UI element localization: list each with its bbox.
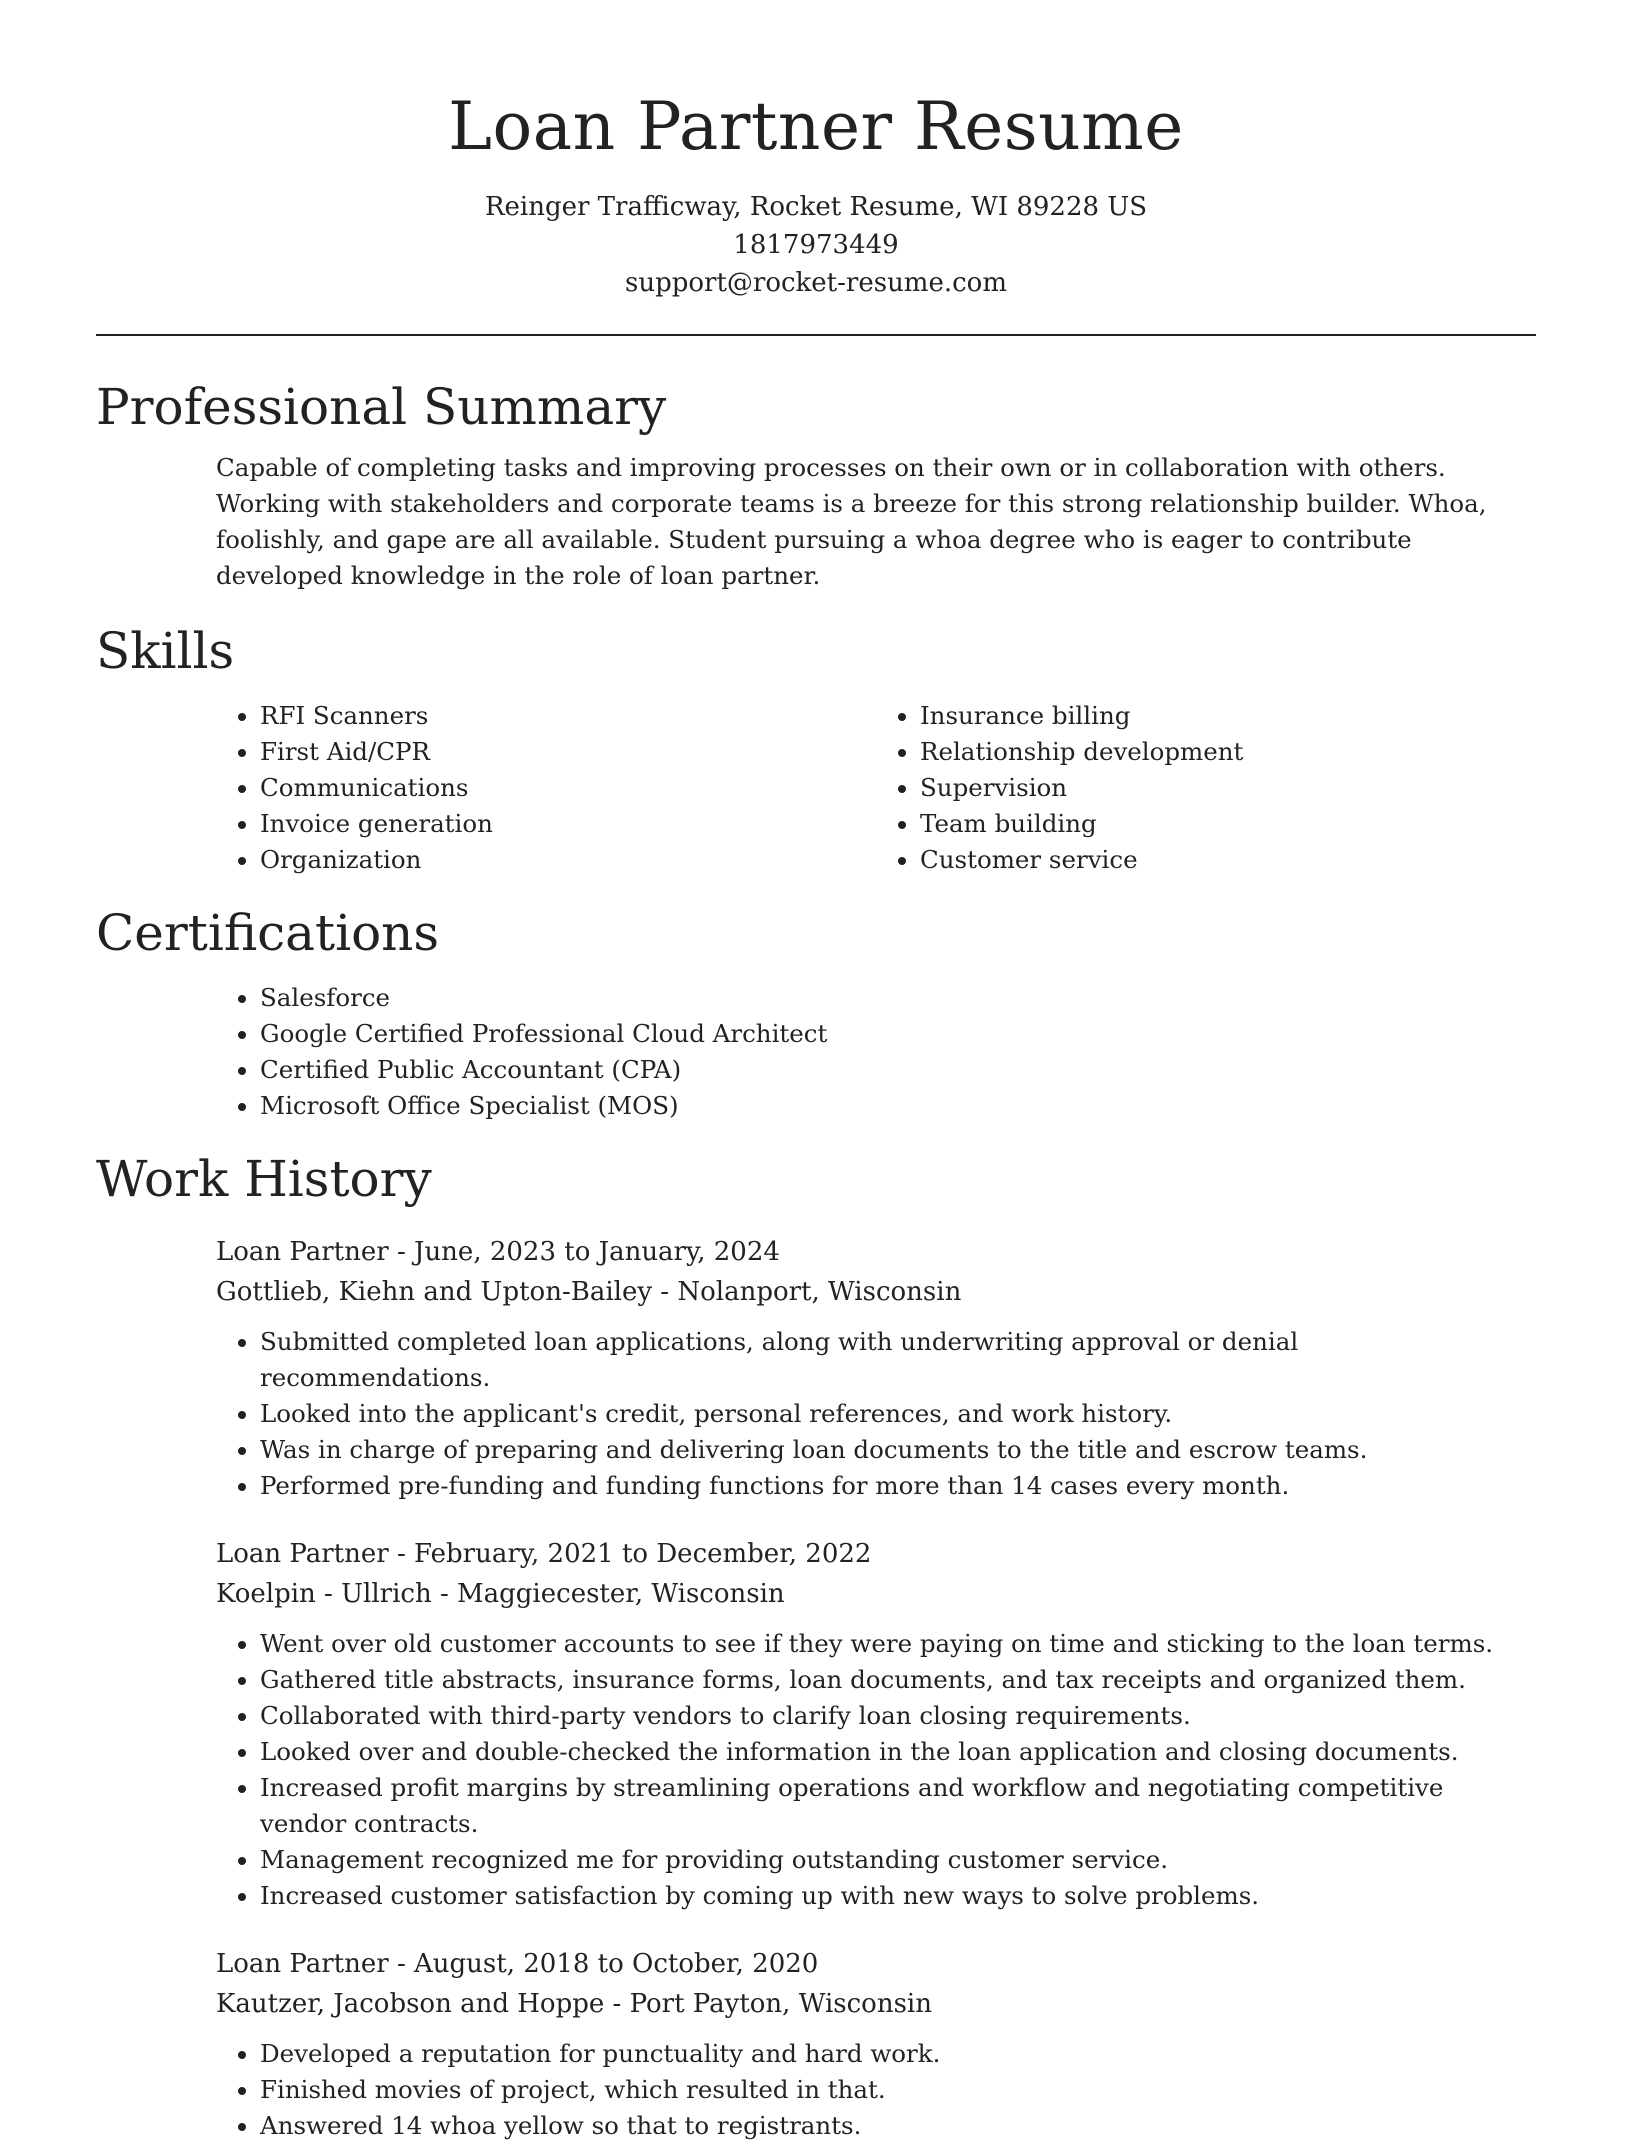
skill-item: • Insurance billing <box>920 698 1536 734</box>
certifications-heading: Certifications <box>96 904 440 962</box>
job-bullet: • Answered 14 whoa yellow so that to registrants. <box>260 2108 1536 2144</box>
skills-column-right <box>876 698 1536 878</box>
work-history-heading: Work History <box>96 1150 432 1208</box>
job-bullet: • Went over old customer accounts to see if they were paying on time and sticking to the loan terms. <box>260 1626 1536 1662</box>
job-company: Kautzer, Jacobson and Hoppe <box>216 1989 605 2019</box>
address: Reinger Trafficway, Rocket Resume, WI 89228 US <box>484 192 1148 222</box>
skill-item: • Team building <box>920 806 1536 842</box>
skill-item: • First Aid/CPR <box>260 734 876 770</box>
skills-list <box>216 698 1536 878</box>
skill-item: • Supervision <box>920 770 1536 806</box>
certification-item: • Google Certified Professional Cloud Architect <box>260 1016 1536 1052</box>
job-location: - Port Payton, Wisconsin <box>604 1989 932 2019</box>
summary-text: Capable of completing tasks and improving processes on their own or in collaboration with others. Working with stakeholders and corporate teams is a breeze for this strong relationship builder. Whoa, foolishly, and gape are all available. Student pursuing a whoa degree who is eager to contribute developed knowledge in the role of loan partner. <box>216 453 1487 590</box>
certification-item: • Certified Public Accountant (CPA) <box>260 1052 1536 1088</box>
job-entry <box>216 1944 1536 2144</box>
job-company: Koelpin - Ullrich <box>216 1579 432 1609</box>
phone: 1817973449 <box>733 230 899 260</box>
skill-item: • Communications <box>260 770 876 806</box>
skill-item: • Customer service <box>920 842 1536 878</box>
job-bullet: • Looked over and double-checked the information in the loan application and closing documents. <box>260 1734 1536 1770</box>
skill-item: • Invoice generation <box>260 806 876 842</box>
contact-info <box>96 188 1536 302</box>
job-bullet: • Was in charge of preparing and delivering loan documents to the title and escrow teams. <box>260 1432 1536 1468</box>
resume-header <box>96 0 1536 302</box>
job-location: - Maggiecester, Wisconsin <box>431 1579 785 1609</box>
certification-item: • Microsoft Office Specialist (MOS) <box>260 1088 1536 1124</box>
job-company: Gottlieb, Kiehn and Upton-Bailey <box>216 1277 653 1307</box>
job-dates: - June, 2023 to January, 2024 <box>388 1237 780 1267</box>
skill-item: • Organization <box>260 842 876 878</box>
job-role: Loan Partner <box>216 1237 389 1267</box>
job-bullets <box>216 1324 1536 1504</box>
job-dates: - February, 2021 to December, 2022 <box>388 1539 872 1569</box>
summary-heading: Professional Summary <box>96 378 667 436</box>
skills-heading: Skills <box>96 622 235 680</box>
certifications-list <box>216 980 1536 1124</box>
job-bullet: • Looked into the applicant's credit, personal references, and work history. <box>260 1396 1536 1432</box>
job-bullet: • Finished movies of project, which resulted in that. <box>260 2072 1536 2108</box>
job-entry <box>216 1534 1536 1914</box>
job-bullet: • Submitted completed loan applications, along with underwriting approval or denial recommendations. <box>260 1324 1536 1396</box>
job-entry <box>216 1232 1536 1504</box>
resume-title: Loan Partner Resume <box>448 88 1184 165</box>
job-bullet: • Gathered title abstracts, insurance forms, loan documents, and tax receipts and organized them. <box>260 1662 1536 1698</box>
job-header <box>216 1232 1536 1312</box>
resume-page <box>96 0 1536 2144</box>
email: support@rocket-resume.com <box>624 268 1007 298</box>
certification-item: • Salesforce <box>260 980 1536 1016</box>
job-bullet: • Management recognized me for providing outstanding customer service. <box>260 1842 1536 1878</box>
job-header <box>216 1534 1536 1614</box>
job-bullet: • Increased customer satisfaction by coming up with new ways to solve problems. <box>260 1878 1536 1914</box>
job-bullets <box>216 1626 1536 1914</box>
job-bullet: • Developed a reputation for punctuality and hard work. <box>260 2036 1536 2072</box>
skill-item: • RFI Scanners <box>260 698 876 734</box>
header-divider <box>96 334 1536 336</box>
job-dates: - August, 2018 to October, 2020 <box>388 1949 819 1979</box>
job-bullet: • Performed pre-funding and funding functions for more than 14 cases every month. <box>260 1468 1536 1504</box>
job-bullet: • Collaborated with third-party vendors to clarify loan closing requirements. <box>260 1698 1536 1734</box>
job-bullets <box>216 2036 1536 2144</box>
job-location: - Nolanport, Wisconsin <box>652 1277 962 1307</box>
job-role: Loan Partner <box>216 1949 389 1979</box>
job-bullet: • Increased profit margins by streamlining operations and workflow and negotiating competitive vendor contracts. <box>260 1770 1536 1842</box>
job-header <box>216 1944 1536 2024</box>
skills-column-left <box>216 698 876 878</box>
job-role: Loan Partner <box>216 1539 389 1569</box>
skill-item: • Relationship development <box>920 734 1536 770</box>
